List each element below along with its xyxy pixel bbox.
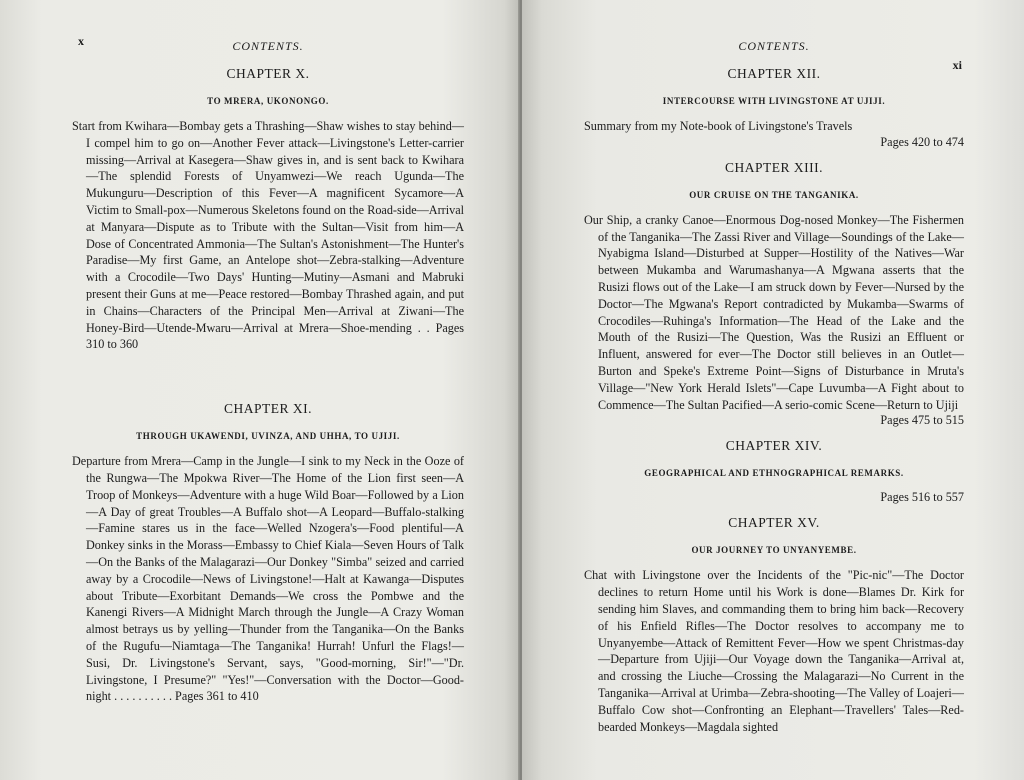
- chapter-subtitle: INTERCOURSE WITH LIVINGSTONE AT UJIJI.: [662, 96, 886, 106]
- page-range: Pages 310 to 360: [86, 320, 465, 352]
- chapter-entry: [72, 401, 464, 705]
- chapter-subtitle: GEOGRAPHICAL AND ETHNOGRAPHICAL REMARKS.: [644, 468, 904, 479]
- chapter-subtitle: THROUGH UKAWENDI, UVINZA, AND UHHA, TO UJIJI.: [136, 431, 400, 442]
- chapter-title: CHAPTER XIII.: [725, 159, 823, 175]
- chapter-title: CHAPTER XI.: [223, 401, 312, 417]
- chapter-summary: [72, 453, 464, 705]
- chapter-entry: [584, 160, 964, 429]
- page-range: Pages 475 to 515: [880, 413, 964, 428]
- chapter-subtitle: TO MRERA, UKONONGO.: [207, 96, 329, 106]
- chapter-entry: [584, 515, 964, 735]
- right-page: [522, 0, 1024, 780]
- page-range: Pages 361 to 410: [175, 689, 259, 704]
- chapter-summary: Our Ship, a cranky Canoe—Enormous Dog-nosed Monkey—The Fishermen of the Tanganika—The Zassi River and Village—Soundings of the Lake—Nyabigma Island—Disturbed at Supper—Hostility of the Natives—War between Mukamba and Warumashanya—A Mgwana asserts that the Rusizi flows out of the Lake—I am struck down by Fever—Nursed by the Doctor—The Mgwana's Report contradicted by Mukamba—Swarms of Crocodiles—Ruhinga's Information—The Head of the Lake and the Mouth of the Rusizi—The Question, Was the Rusizi an Effluent or Influent, answered for ever—The Doctor still believes in an Outlet—Burton and Speke's Extreme Point—Signs of Disturbance in Mruta's Village—"New York Herald Islets"—Cape Luvumba—A Fight about to Commence—The Sultan Pacified—A serio-comic Scene—Return to Ujiji: [584, 212, 964, 412]
- chapter-title: CHAPTER XIV.: [725, 438, 823, 454]
- chapter-entry: [584, 66, 964, 150]
- page-number: x: [78, 34, 84, 48]
- chapter-summary-text: Departure from Mrera—Camp in the Jungle—I sink to my Neck in the Ooze of the Rungwa—The Mpokwa River—The Home of the Lion first seen—A Troop of Monkeys—Adventure with a huge Wild Boar—Followed by a Lion—A Day of great Troubles—A Buffalo shot—A Leopard—Buffalo-stalking—Famine stares us in the face—Welled Nzogera's—Food plentiful—A Donkey sinks in the Morass—Embassy to Chief Kiala—Seven Hours of Talk—On the Banks of the Malagarazi—Our Donkey "Simba" seized and carried away by a Crocodile—News of Livingstone!—Halt at Kawanga—Disputes about Tribute—Exorbitant Demands—We cross the Pombwe and the Kanengi Rivers—A Midnight March through the Jungle—A Crazy Woman almost betrays us by yelling—Thunder from the Tanganika—On the Banks of the Rugufu—Niamtaga—The Tanganika! Hurrah! Unfurl the Flags!—Susi, Dr. Livingstone's Servant, says, "Good-morning, Sir!"—"Dr. Livingstone, I Presume?" "Yes!"—Conversation with the Doctor—Good-night . . . . . . . . . .: [72, 454, 464, 704]
- chapter-title: CHAPTER XV.: [728, 515, 820, 531]
- chapter-title: CHAPTER XII.: [727, 66, 821, 81]
- chapter-summary: Chat with Livingstone over the Incidents of the "Pic-nic"—The Doctor declines to return Home until his Work is done—Blames Dr. Kirk for sending him Slaves, and commanding them to bring him back—Recovery of his Enfield Rifles—The Doctor resolves to accompany me to Unyanyembe—Attack of Remittent Fever—How we spent Christmas-day—Departure from Ujiji—Our Voyage down the Tanganika—Arrival at, and crossing the Liuche—Crossing the Malagarazi—No Current in the Tanganika—Arrival at Urimba—Zebra-shooting—The Valley of Loajeri—Buffalo Cow shot—Confronting an Elephant—Travellers' Tales—Red-bearded Monkeys—Magdala sighted: [584, 568, 964, 734]
- chapter-subtitle: OUR JOURNEY TO UNYANYEMBE.: [691, 545, 857, 556]
- chapter-title: CHAPTER X.: [226, 66, 310, 81]
- page-range: Pages 420 to 474: [880, 134, 964, 149]
- chapter-subtitle: OUR CRUISE ON THE TANGANIKA.: [689, 189, 859, 200]
- chapter-summary-text: Start from Kwihara—Bombay gets a Thrashing—Shaw wishes to stay behind—I compel him to go on—Another Fever attack—Livingstone's Letter-carrier missing—Arrival at Kasegera—Shaw gives in, and is sent back to Kwihara—The splendid Forests of Unyamwezi—We reach Ugunda—The Mukunguru—Description of this Fever—A magnificent Sycamore—A Victim to Small-pox—Numerous Skeletons found on the Road-side—Arrival at Manyara—Dispute as to Tribute with the Sultan—Visit from him—A Dose of Concentrated Ammonia—The Sultan's Astonishment—The Hunter's Paradise—My first Game, an Antelope shot—Zebra-stalking—Adventure with a Crocodile—Two Days' Hunting—Mutiny—Asmani and Mabruki present their Guns at me—Peace restored—Bombay Thrashed again, and put in Chains—Characters of the Principal Men—Arrival at Ziwani—The Honey-Bird—Utende-Mwaru—Arrival at Mrera—Shoe-mending . .: [72, 119, 464, 335]
- running-head: CONTENTS.: [738, 39, 810, 53]
- running-head: CONTENTS.: [232, 39, 304, 53]
- chapter-summary: [72, 118, 464, 353]
- chapter-summary: Summary from my Note-book of Livingstone's Travels: [584, 119, 853, 133]
- chapter-entry: [584, 438, 964, 505]
- chapter-entry: [72, 66, 464, 353]
- page-range: Pages 516 to 557: [880, 490, 964, 505]
- page-number: xi: [952, 58, 962, 72]
